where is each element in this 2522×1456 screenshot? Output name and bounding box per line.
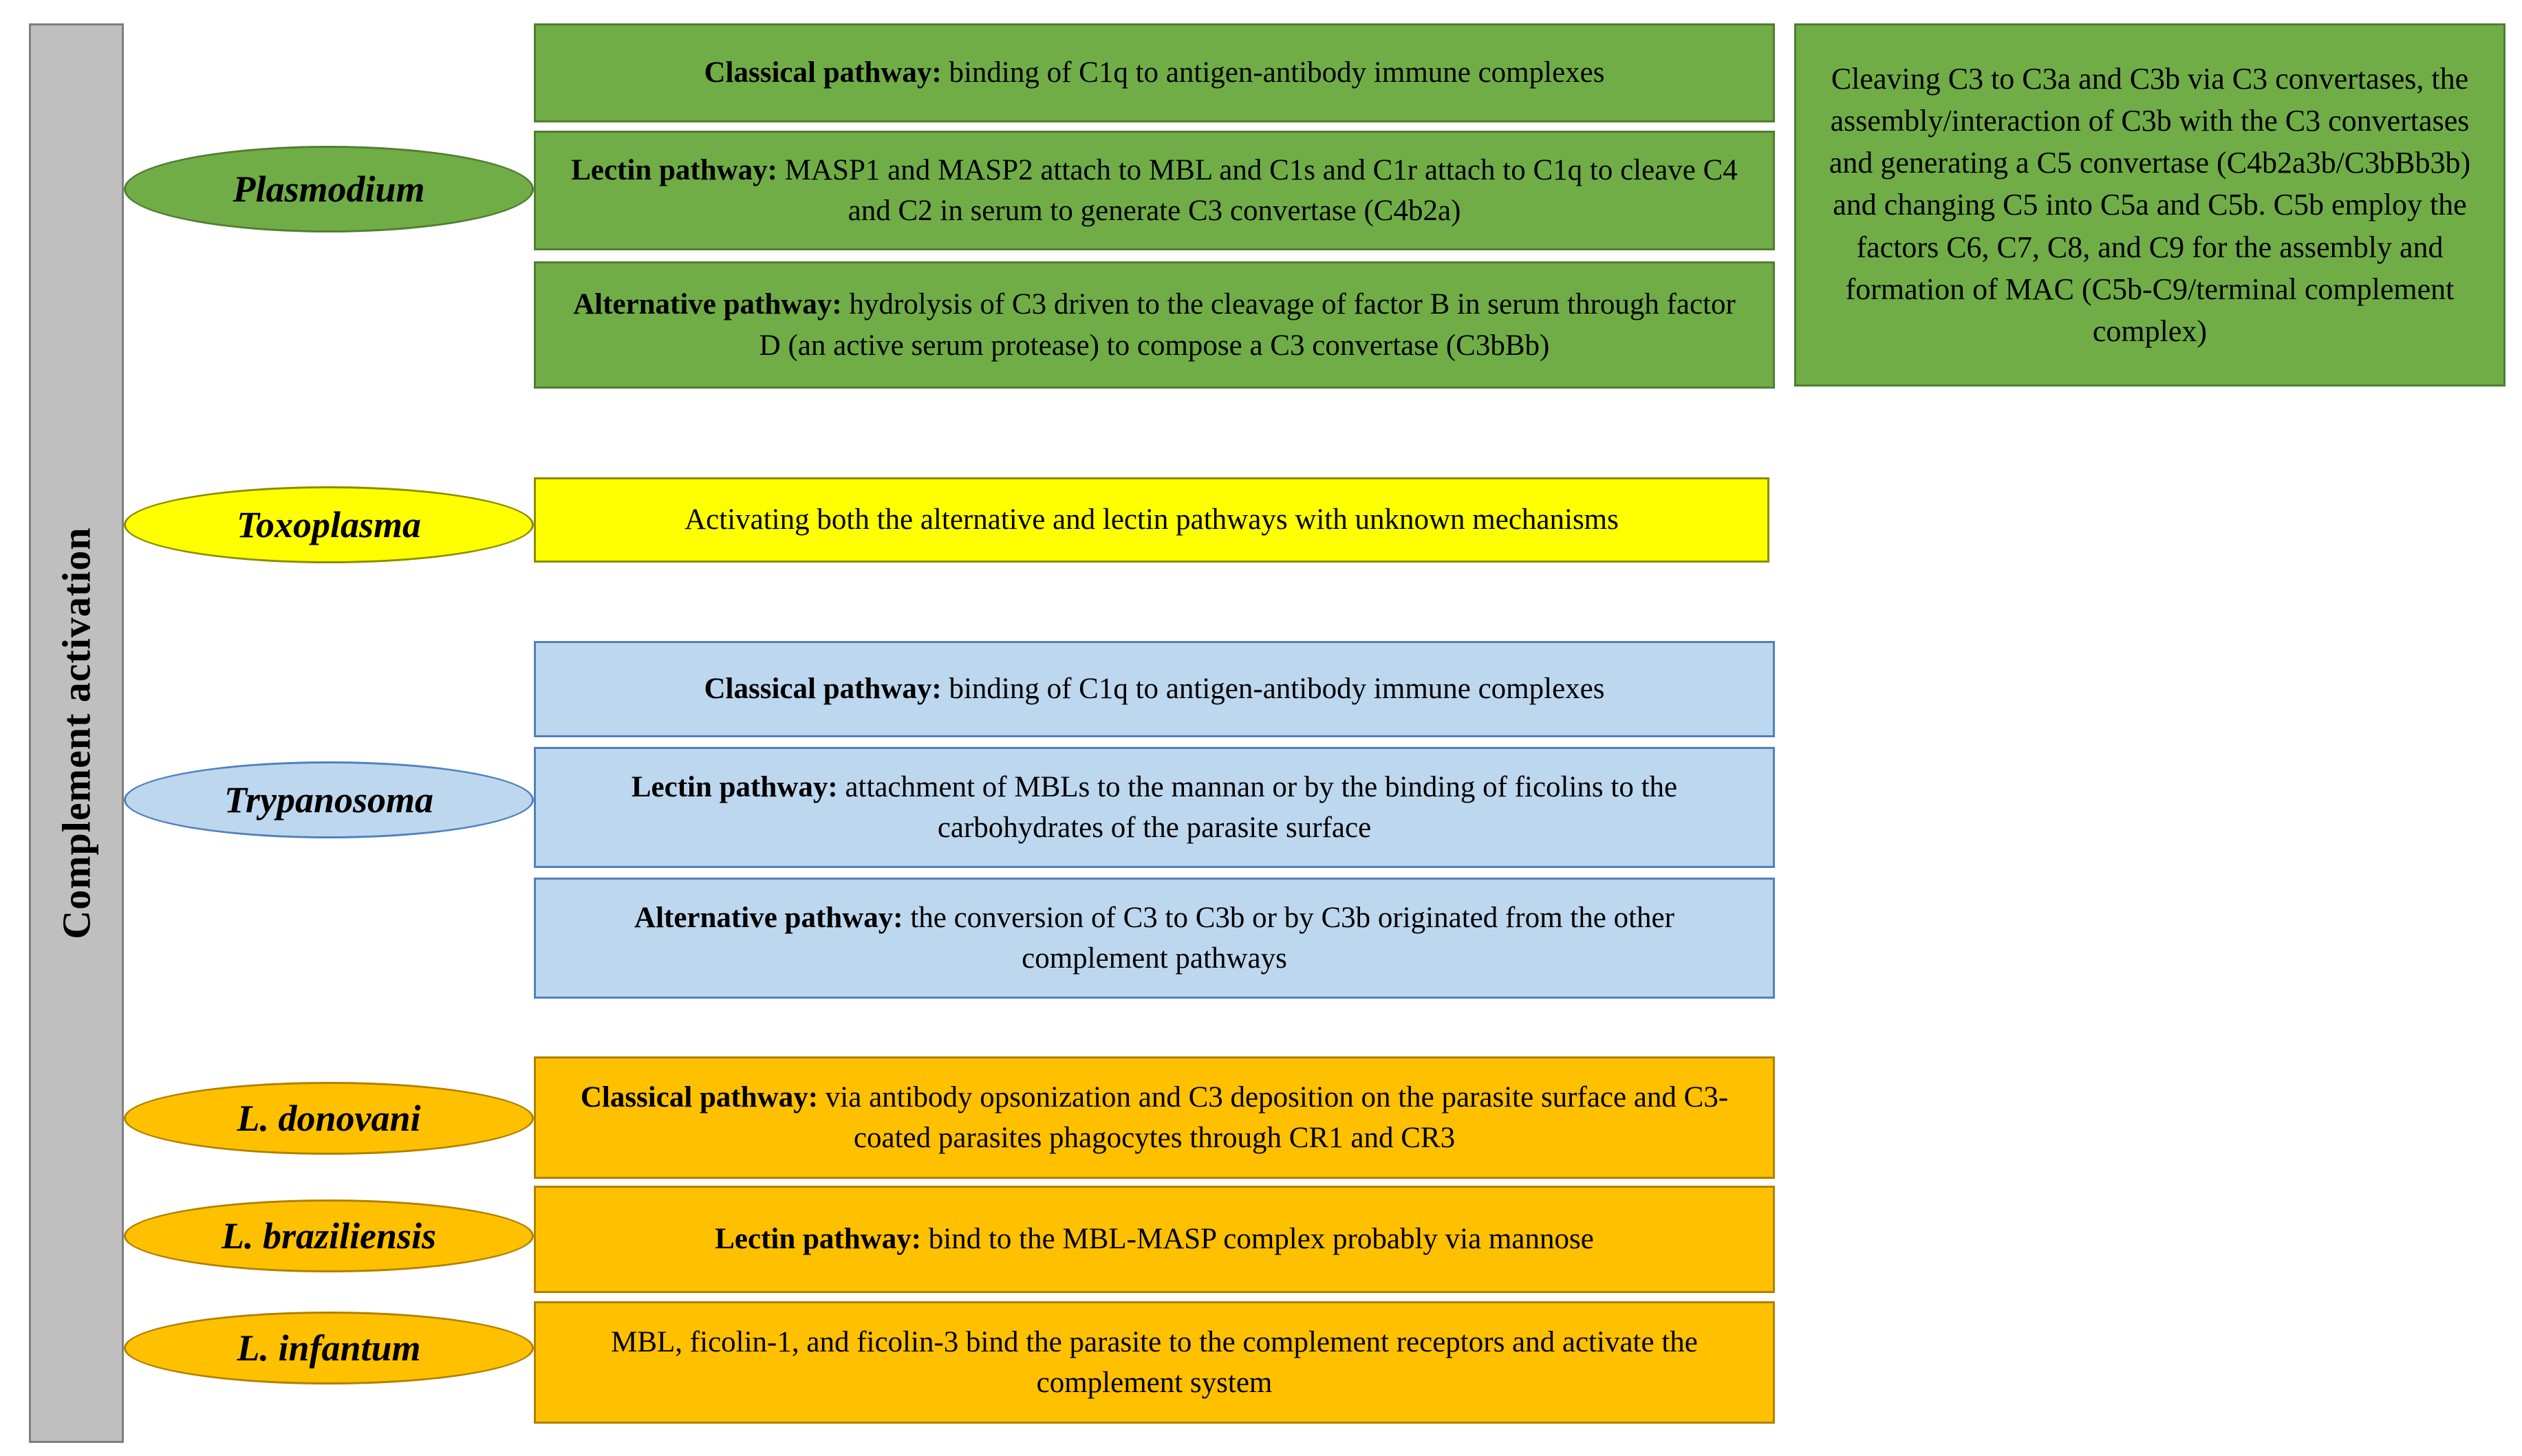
trypanosoma-lectin-box xyxy=(534,747,1775,868)
pathway-label: Classical pathway: xyxy=(580,1080,819,1113)
pathway-label: Lectin pathway: xyxy=(715,1223,922,1256)
pathway-description: binding of C1q to antigen-antibody immune complexes xyxy=(941,56,1605,89)
l-braziliensis-box xyxy=(534,1186,1775,1293)
organism-l-braziliensis xyxy=(124,1199,534,1272)
pathway-description: hydrolysis of C3 driven to the cleavage of factor B in serum through factor D (an active serum protease) to compose a C3 convertase (C3bBb) xyxy=(759,288,1736,362)
pathway-description: attachment of MBLs to the mannan or by the binding of ficolins to the carbohydrates of the parasite surface xyxy=(837,770,1678,844)
toxoplasma-box xyxy=(534,477,1769,563)
organism-l-infantum-label: L. infantum xyxy=(237,1327,421,1369)
sidebar-label: Complement activation xyxy=(54,527,99,939)
plasmodium-classical-box xyxy=(534,23,1775,122)
pathway-label: Lectin pathway: xyxy=(631,770,838,803)
organism-trypanosoma-label: Trypanosoma xyxy=(224,779,433,821)
organism-l-infantum xyxy=(124,1312,534,1384)
terminal-pathway-text: Cleaving C3 to C3a and C3b via C3 convertases, the assembly/interaction of C3b with the C3 convertases and generating a C5 convertase (C4b2a3b/C3bBb3b) and changing C5 into C5a and C5b. C5b employ the factors C6, C7, C8, and C9 for the assembly and formation of MAC (C5b-C9/terminal complement complex) xyxy=(1829,61,2471,348)
plasmodium-terminal-pathway-box xyxy=(1794,23,2505,387)
pathway-description: MASP1 and MASP2 attach to MBL and C1s and C1r attach to C1q to cleave C4 and C2 in serum to generate C3 convertase (C4b2a) xyxy=(777,153,1738,227)
trypanosoma-alternative-box xyxy=(534,878,1775,999)
plasmodium-alternative-box xyxy=(534,261,1775,389)
pathway-label: Alternative pathway: xyxy=(634,901,903,934)
l-donovani-box xyxy=(534,1056,1775,1179)
organism-l-donovani-label: L. donovani xyxy=(237,1098,421,1139)
organism-plasmodium xyxy=(124,146,534,232)
pathway-description: bind to the MBL-MASP complex probably via mannose xyxy=(921,1223,1594,1256)
l-infantum-box xyxy=(534,1301,1775,1424)
trypanosoma-classical-box xyxy=(534,641,1775,737)
organism-trypanosoma xyxy=(124,761,534,838)
pathway-description: via antibody opsonization and C3 deposition on the parasite surface and C3-coated parasites phagocytes through CR1 and CR3 xyxy=(818,1080,1729,1154)
organism-l-braziliensis-label: L. braziliensis xyxy=(221,1215,437,1257)
organism-toxoplasma xyxy=(124,486,534,563)
pathway-label: Classical pathway: xyxy=(704,56,942,89)
pathway-description: binding of C1q to antigen-antibody immune complexes xyxy=(941,673,1605,706)
toxoplasma-text: Activating both the alternative and lectin pathways with unknown mechanisms xyxy=(685,503,1619,536)
pathway-description: the conversion of C3 to C3b or by C3b originated from the other complement pathways xyxy=(903,901,1674,975)
pathway-label: Classical pathway: xyxy=(704,673,942,706)
organism-toxoplasma-label: Toxoplasma xyxy=(236,504,422,545)
organism-plasmodium-label: Plasmodium xyxy=(233,169,425,210)
pathway-label: Alternative pathway: xyxy=(573,288,842,321)
complement-activation-bar xyxy=(29,23,124,1443)
organism-l-donovani xyxy=(124,1082,534,1155)
l-infantum-text: MBL, ficolin-1, and ficolin-3 bind the parasite to the complement receptors and activate the complement system xyxy=(611,1325,1698,1399)
pathway-label: Lectin pathway: xyxy=(571,153,778,186)
plasmodium-lectin-box xyxy=(534,131,1775,250)
